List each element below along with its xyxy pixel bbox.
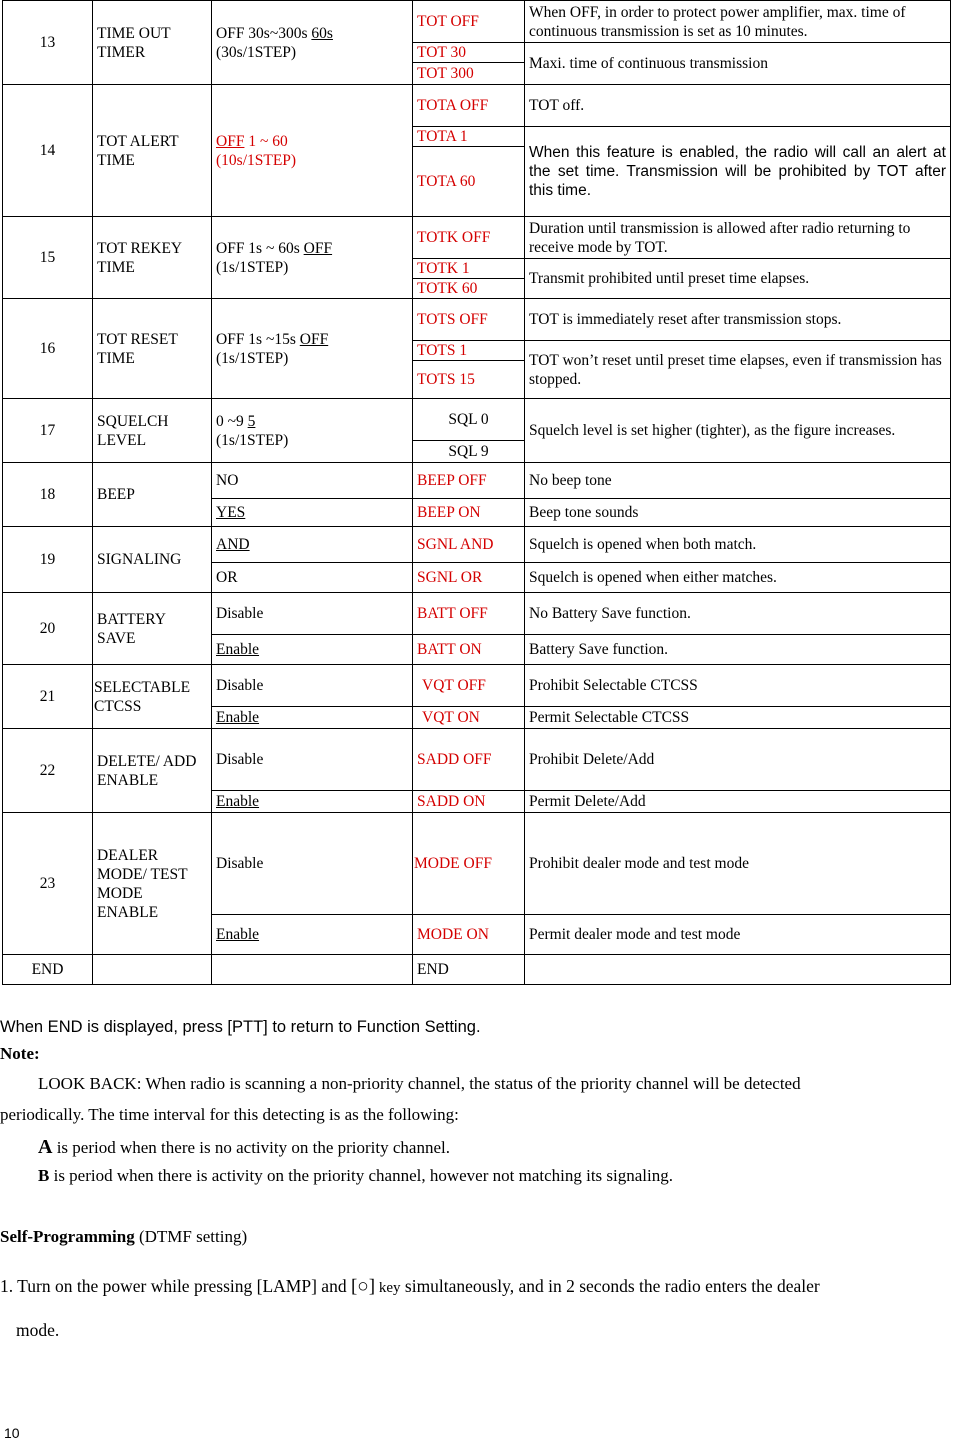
option: AND <box>212 527 413 563</box>
description: TOT won’t reset until preset time elapses, even if transmission has stopped. <box>525 341 951 399</box>
note-lookback: LOOK BACK: When radio is scanning a non-priority channel, the status of the priority channel will be detected <box>38 1074 801 1093</box>
display-code: SADD OFF <box>413 729 525 791</box>
display-code: BATT ON <box>413 635 525 665</box>
description: When OFF, in order to protect power amplifier, max. time of continuous transmission is set as 10 minutes. <box>525 1 951 43</box>
item-number: END <box>3 955 93 985</box>
display-code: TOT OFF <box>413 1 525 43</box>
item-name: SQUELCH LEVEL <box>93 399 212 463</box>
display-code: BEEP OFF <box>413 463 525 499</box>
item-setting: OFF 30s~300s 60s (30s/1STEP) <box>212 1 413 85</box>
display-code: TOTK 60 <box>413 279 525 299</box>
table-row <box>3 399 951 441</box>
item-name: BATTERY SAVE <box>93 593 212 665</box>
description: Squelch is opened when both match. <box>525 527 951 563</box>
table-row <box>3 85 951 127</box>
option: Enable <box>212 635 413 665</box>
item-number: 22 <box>3 729 93 813</box>
display-code: TOTS 1 <box>413 341 525 361</box>
note-a: A is period when there is no activity on the priority channel. <box>38 1136 450 1158</box>
display-code: TOTA OFF <box>413 85 525 127</box>
display-code: TOT 30 <box>413 43 525 63</box>
description: TOT is immediately reset after transmission stops. <box>525 299 951 341</box>
description: Prohibit Selectable CTCSS <box>525 665 951 707</box>
description: Maxi. time of continuous transmission <box>525 43 951 85</box>
display-code: TOTA 60 <box>413 147 525 217</box>
display-code: BATT OFF <box>413 593 525 635</box>
display-code: TOTS OFF <box>413 299 525 341</box>
item-number: 17 <box>3 399 93 463</box>
option: Disable <box>212 665 413 707</box>
self-programming-step-1-cont: mode. <box>16 1320 60 1340</box>
description: Beep tone sounds <box>525 499 951 527</box>
description: Transmit prohibited until preset time elapses. <box>525 259 951 299</box>
item-number: 15 <box>3 217 93 299</box>
display-code: SADD ON <box>413 791 525 813</box>
display-code: TOTK 1 <box>413 259 525 279</box>
description: Duration until transmission is allowed after radio returning to receive mode by TOT. <box>525 217 951 259</box>
option: Enable <box>212 791 413 813</box>
display-code: SQL 0 <box>413 399 525 441</box>
page-number: 10 <box>4 1425 20 1441</box>
item-name: TIME OUT TIMER <box>93 1 212 85</box>
table-row <box>3 593 951 635</box>
description: Prohibit dealer mode and test mode <box>525 813 951 915</box>
description: Squelch level is set higher (tighter), as the figure increases. <box>525 399 951 463</box>
option: OR <box>212 563 413 593</box>
table-row <box>3 527 951 563</box>
option: Disable <box>212 729 413 791</box>
option: YES <box>212 499 413 527</box>
option: Disable <box>212 813 413 915</box>
display-code: END <box>413 955 525 985</box>
item-name: TOT ALERT TIME <box>93 85 212 217</box>
description: Permit dealer mode and test mode <box>525 915 951 955</box>
item-number: 13 <box>3 1 93 85</box>
item-setting: OFF 1 ~ 60 (10s/1STEP) <box>212 85 413 217</box>
item-setting: OFF 1s ~15s OFF (1s/1STEP) <box>212 299 413 399</box>
description: Squelch is opened when either matches. <box>525 563 951 593</box>
table-row <box>3 729 951 791</box>
description: No beep tone <box>525 463 951 499</box>
description: Permit Delete/Add <box>525 791 951 813</box>
display-code: SGNL AND <box>413 527 525 563</box>
item-name: TOT REKEY TIME <box>93 217 212 299</box>
function-settings-table <box>2 0 951 985</box>
item-name: BEEP <box>93 463 212 527</box>
display-code: BEEP ON <box>413 499 525 527</box>
note-b: B is period when there is activity on the priority channel, however not matching its signaling. <box>38 1166 674 1185</box>
item-number: 23 <box>3 813 93 955</box>
description: When this feature is enabled, the radio will call an alert at the set time. Transmission will be prohibited by TOT after this time. <box>525 127 951 217</box>
description: Battery Save function. <box>525 635 951 665</box>
item-setting: 0 ~9 5 (1s/1STEP) <box>212 399 413 463</box>
option: Enable <box>212 915 413 955</box>
option: NO <box>212 463 413 499</box>
item-setting: OFF 1s ~ 60s OFF (1s/1STEP) <box>212 217 413 299</box>
description: TOT off. <box>525 85 951 127</box>
item-name: DELETE/ ADD ENABLE <box>93 729 212 813</box>
table-row <box>3 217 951 259</box>
display-code: SGNL OR <box>413 563 525 593</box>
item-number: 16 <box>3 299 93 399</box>
table-row <box>3 463 951 499</box>
display-code: SQL 9 <box>413 441 525 463</box>
display-code: VQT OFF <box>413 665 525 707</box>
self-programming-step-1: 1. Turn on the power while pressing [LAMP] and [○] key simultaneously, and in 2 seconds the radio enters the dealer <box>0 1276 820 1297</box>
display-code: TOT 300 <box>413 63 525 85</box>
table-row <box>3 299 951 341</box>
option: Enable <box>212 707 413 729</box>
item-name: SIGNALING <box>93 527 212 593</box>
end-instruction: When END is displayed, press [PTT] to return to Function Setting. <box>0 1018 481 1036</box>
display-code: TOTK OFF <box>413 217 525 259</box>
table-row <box>3 1 951 43</box>
item-name: TOT RESET TIME <box>93 299 212 399</box>
display-code: TOTS 15 <box>413 361 525 399</box>
table-row <box>3 813 951 915</box>
display-code: MODE OFF <box>413 813 525 915</box>
note-heading: Note: <box>0 1044 40 1063</box>
display-code: TOTA 1 <box>413 127 525 147</box>
item-number: 19 <box>3 527 93 593</box>
option: Disable <box>212 593 413 635</box>
item-number: 21 <box>3 665 93 729</box>
table-row <box>3 665 951 707</box>
item-number: 20 <box>3 593 93 665</box>
display-code: MODE ON <box>413 915 525 955</box>
item-number: 18 <box>3 463 93 527</box>
display-code: VQT ON <box>413 707 525 729</box>
self-programming-heading: Self-Programming (DTMF setting) <box>0 1227 248 1246</box>
description: No Battery Save function. <box>525 593 951 635</box>
description: Prohibit Delete/Add <box>525 729 951 791</box>
description: Permit Selectable CTCSS <box>525 707 951 729</box>
item-name: SELECTABLE CTCSS <box>93 665 212 729</box>
note-lookback-cont: periodically. The time interval for this detecting is as the following: <box>0 1105 459 1124</box>
item-name: DEALER MODE/ TEST MODE ENABLE <box>93 813 212 955</box>
item-number: 14 <box>3 85 93 217</box>
table-row-end <box>3 955 951 985</box>
